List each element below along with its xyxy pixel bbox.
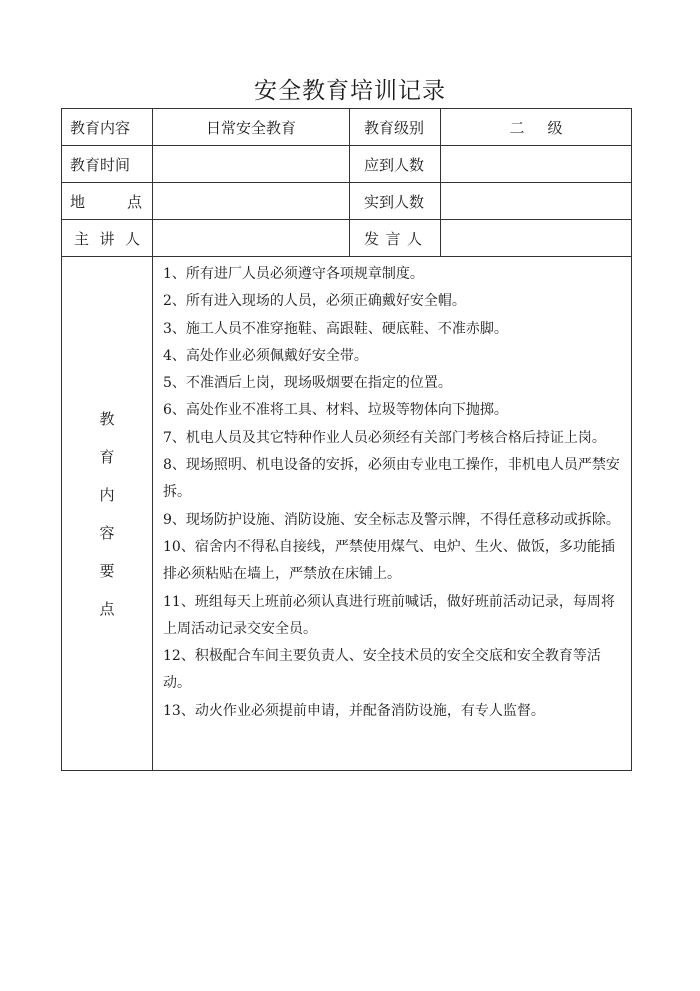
- list-item: 9、现场防护设施、消防设施、安全标志及警示牌，不得任意移动或拆除。: [163, 511, 620, 528]
- safety-training-record-table: [61, 108, 632, 771]
- key-points-label-char: 要: [99, 561, 115, 580]
- speaker-label: [350, 220, 441, 257]
- expected-attendance-label: 应到人数: [350, 146, 441, 183]
- actual-attendance-label: 实到人数: [350, 183, 441, 220]
- speaker-label-c: 人: [406, 229, 422, 248]
- row-key-points: [62, 257, 632, 771]
- lecturer-label-b: 讲: [99, 229, 115, 248]
- list-item: 1、所有进厂人员必须遵守各项规章制度。: [163, 266, 424, 282]
- speaker-value: [441, 220, 632, 257]
- lecturer-label-a: 主: [74, 229, 90, 248]
- location-label-a: 地: [70, 192, 86, 211]
- education-level-label: 教育级别: [350, 109, 441, 146]
- key-points-label-char: 内: [99, 485, 115, 504]
- location-label-b: 点: [126, 192, 142, 211]
- list-item: 5、不准酒后上岗，现场吸烟要在指定的位置。: [163, 375, 452, 392]
- lecturer-label: [62, 220, 153, 257]
- row-lecturer: [62, 220, 632, 257]
- speaker-label-a: 发: [364, 229, 380, 248]
- education-time-value: [153, 146, 350, 183]
- document-title: 安全教育培训记录: [254, 78, 446, 104]
- list-item: 10、宿舍内不得私自接线，严禁使用煤气、电炉、生火、做饭，多功能插排必须粘贴在墙上，严禁放在床铺上。: [163, 538, 615, 583]
- list-item: 4、高处作业必须佩戴好安全带。: [163, 347, 368, 364]
- key-points-label: [62, 257, 153, 771]
- list-item: 2、所有进入现场的人员，必须正确戴好安全帽。: [163, 293, 466, 310]
- expected-attendance-value: [441, 146, 632, 183]
- education-level-value: [441, 109, 632, 146]
- actual-attendance-value: [441, 183, 632, 220]
- list-item: 8、现场照明、机电设备的安拆，必须由专业电工操作，非机电人员严禁安拆。: [163, 457, 620, 501]
- key-points-list: [153, 257, 632, 771]
- list-item: 12、积极配合车间主要负责人、安全技术员的安全交底和安全教育等活动。: [163, 648, 601, 692]
- education-content-value: 日常安全教育: [153, 109, 350, 146]
- list-item: 11、班组每天上班前必须认真进行班前喊话，做好班前活动记录，每周将上周活动记录交安全员。: [163, 593, 615, 637]
- location-label: [62, 183, 153, 220]
- list-item: 6、高处作业不准将工具、材料、垃圾等物体向下抛掷。: [163, 402, 508, 419]
- key-points-label-char: 容: [99, 523, 115, 542]
- row-education-time: [62, 146, 632, 183]
- location-value: [153, 183, 350, 220]
- key-points-label-char: 教: [99, 409, 115, 428]
- list-item: 7、机电人员及其它特种作业人员必须经有关部门考核合格后持证上岗。: [163, 429, 606, 446]
- education-level-value-a: 二: [509, 118, 525, 137]
- key-points-label-char: 点: [99, 599, 115, 618]
- education-time-label: 教育时间: [62, 146, 153, 183]
- row-location: [62, 183, 632, 220]
- speaker-label-b: 言: [385, 229, 401, 248]
- education-content-label: 教育内容: [62, 109, 153, 146]
- list-item: 3、施工人员不准穿拖鞋、高跟鞋、硬底鞋、不准赤脚。: [163, 320, 508, 337]
- lecturer-label-c: 人: [124, 229, 140, 248]
- row-education-content: [62, 109, 632, 146]
- list-item: 13、动火作业必须提前申请，并配备消防设施，有专人监督。: [163, 702, 545, 719]
- education-level-value-b: 级: [547, 118, 563, 137]
- key-points-label-char: 育: [99, 447, 115, 466]
- lecturer-value: [153, 220, 350, 257]
